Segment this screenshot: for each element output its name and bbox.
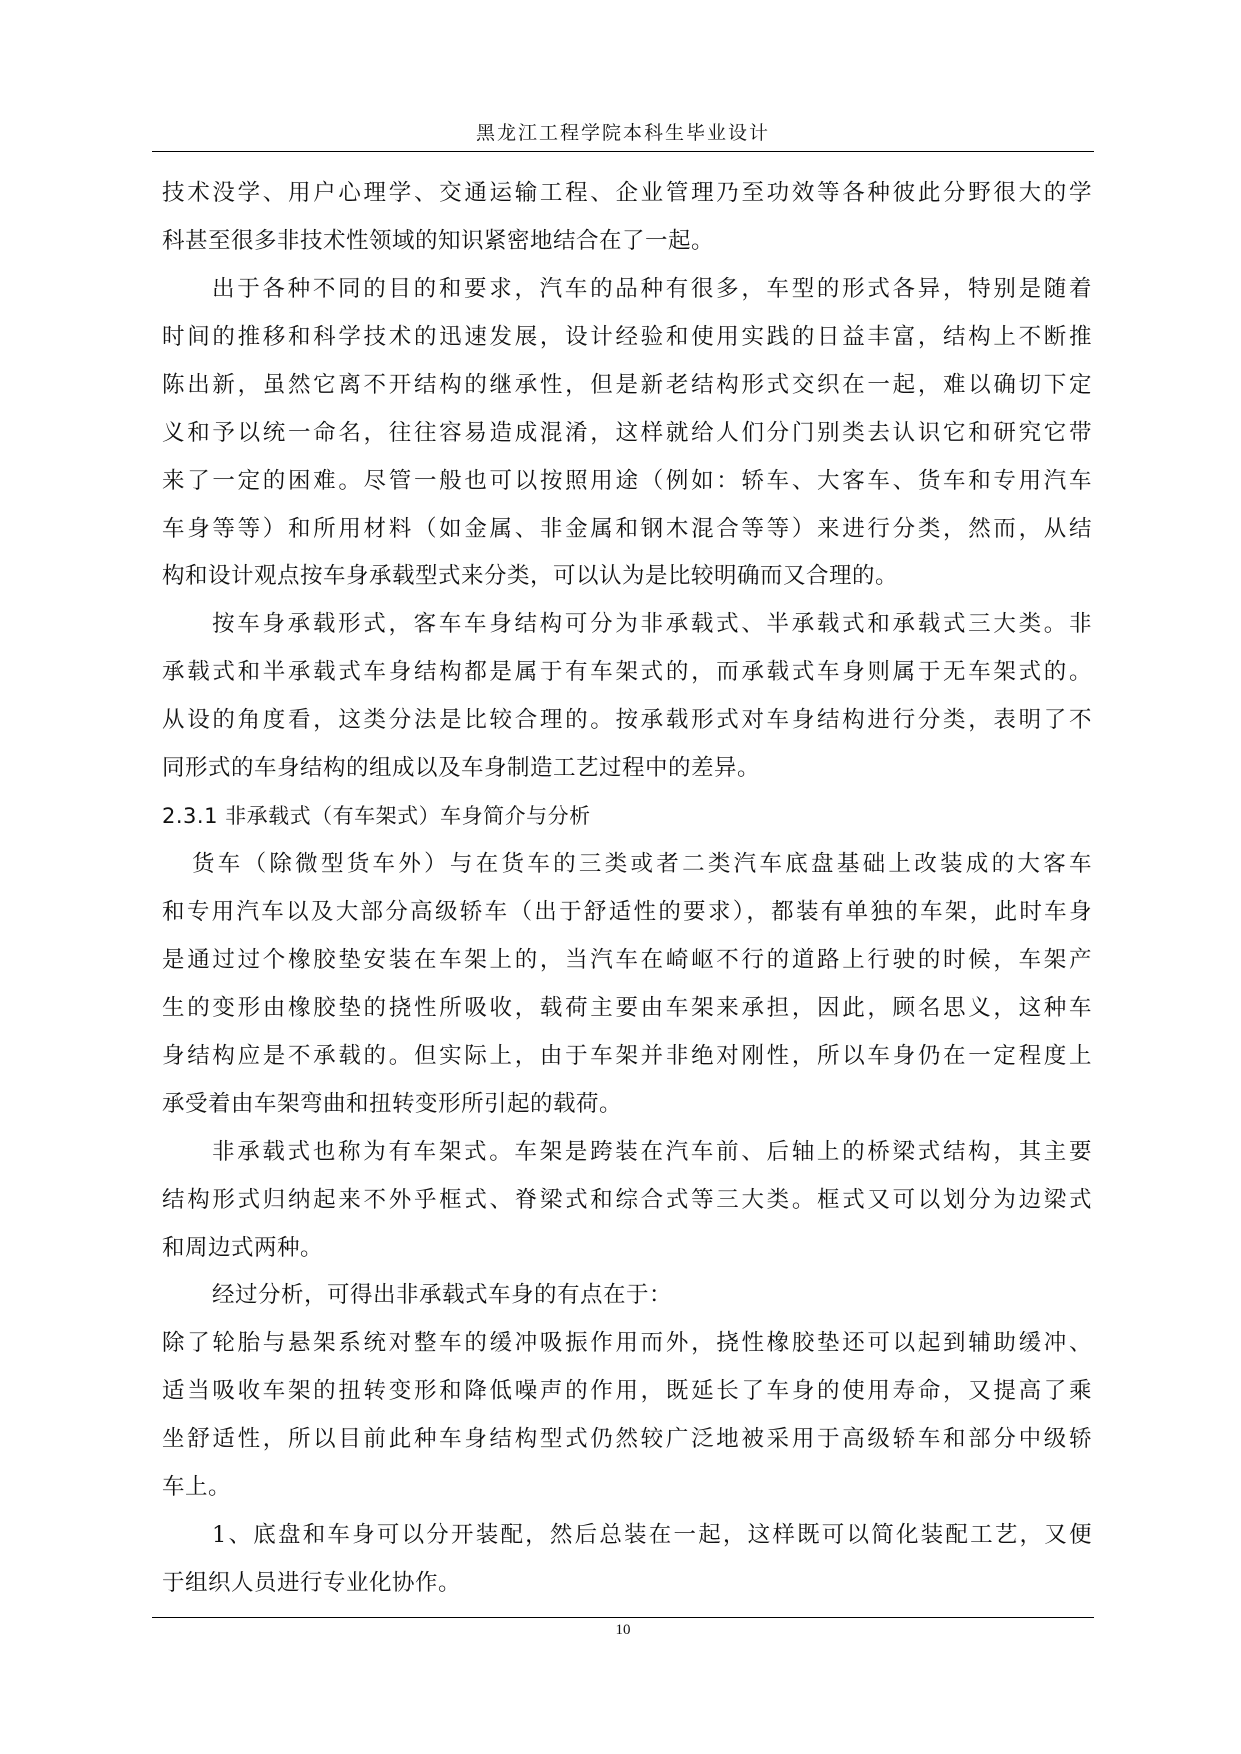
- text-line: 车身等等）和所用材料（如金属、非金属和钢木混合等等）来进行分类，然而，从结: [162, 515, 1092, 542]
- page-number: 10: [615, 1622, 631, 1638]
- text-line: 1、底盘和车身可以分开装配，然后总装在一起，这样既可以简化装配工艺，又便: [212, 1522, 1092, 1549]
- text-line: 出于各种不同的目的和要求，汽车的品种有很多，车型的形式各异，特别是随着: [212, 275, 1092, 302]
- text-line: 是通过过个橡胶垫安装在车架上的，当汽车在崎岖不行的道路上行驶的时候，车架产: [162, 946, 1092, 973]
- text-line: 经过分析，可得出非承载式车身的有点在于：: [212, 1282, 673, 1309]
- text-line: 按车身承载形式，客车车身结构可分为非承载式、半承载式和承载式三大类。非: [212, 611, 1092, 638]
- text-line: 时间的推移和科学技术的迅速发展，设计经验和使用实践的日益丰富，结构上不断推: [162, 323, 1092, 350]
- footer-rule: [152, 1617, 1094, 1618]
- text-line: 来了一定的困难。尽管一般也可以按照用途（例如：轿车、大客车、货车和专用汽车: [162, 467, 1092, 494]
- text-line: 非承载式也称为有车架式。车架是跨装在汽车前、后轴上的桥梁式结构，其主要: [212, 1138, 1092, 1165]
- text-line: 承受着由车架弯曲和扭转变形所引起的载荷。: [162, 1090, 623, 1117]
- section-heading: 2.3.1 非承载式（有车架式）车身简介与分析: [162, 804, 591, 829]
- text-line: 身结构应是不承载的。但实际上，由于车架并非绝对刚性，所以车身仍在一定程度上: [162, 1042, 1092, 1069]
- text-line: 结构形式归纳起来不外乎框式、脊梁式和综合式等三大类。框式又可以划分为边梁式: [162, 1186, 1092, 1213]
- text-line: 货车（除微型货车外）与在货车的三类或者二类汽车底盘基础上改装成的大客车: [192, 851, 1092, 878]
- text-line: 于组织人员进行专业化协作。: [162, 1570, 462, 1597]
- text-line: 坐舒适性，所以目前此种车身结构型式仍然较广泛地被采用于高级轿车和部分中级轿: [162, 1426, 1092, 1453]
- text-line: 义和予以统一命名，往往容易造成混淆，这样就给人们分门别类去认识它和研究它带: [162, 419, 1092, 446]
- text-line: 构和设计观点按车身承载型式来分类，可以认为是比较明确而又合理的。: [162, 563, 899, 590]
- text-line: 承载式和半承载式车身结构都是属于有车架式的，而承载式车身则属于无车架式的。: [162, 659, 1092, 686]
- text-line: 生的变形由橡胶垫的挠性所吸收，载荷主要由车架来承担，因此，顾名思义，这种车: [162, 994, 1092, 1021]
- text-line: 陈出新，虽然它离不开结构的继承性，但是新老结构形式交织在一起，难以确切下定: [162, 371, 1092, 398]
- header-rule: [152, 151, 1094, 152]
- text-line: 同形式的车身结构的组成以及车身制造工艺过程中的差异。: [162, 755, 761, 782]
- text-line: 和专用汽车以及大部分高级轿车（出于舒适性的要求），都装有单独的车架，此时车身: [162, 899, 1092, 925]
- text-line: 适当吸收车架的扭转变形和降低噪声的作用，既延长了车身的使用寿命，又提高了乘: [162, 1378, 1092, 1405]
- text-line: 从设的角度看，这类分法是比较合理的。按承载形式对车身结构进行分类，表明了不: [162, 707, 1092, 734]
- running-header: 黑龙江工程学院本科生毕业设计: [475, 122, 770, 144]
- text-line: 除了轮胎与悬架系统对整车的缓冲吸振作用而外，挠性橡胶垫还可以起到辅助缓冲、: [162, 1330, 1092, 1357]
- text-line: 和周边式两种。: [162, 1234, 324, 1261]
- text-line: 技术没学、用户心理学、交通运输工程、企业管理乃至功效等各种彼此分野很大的学: [162, 180, 1092, 206]
- text-line: 车上。: [162, 1474, 232, 1501]
- text-line: 科甚至很多非技术性领域的知识紧密地结合在了一起。: [162, 227, 715, 254]
